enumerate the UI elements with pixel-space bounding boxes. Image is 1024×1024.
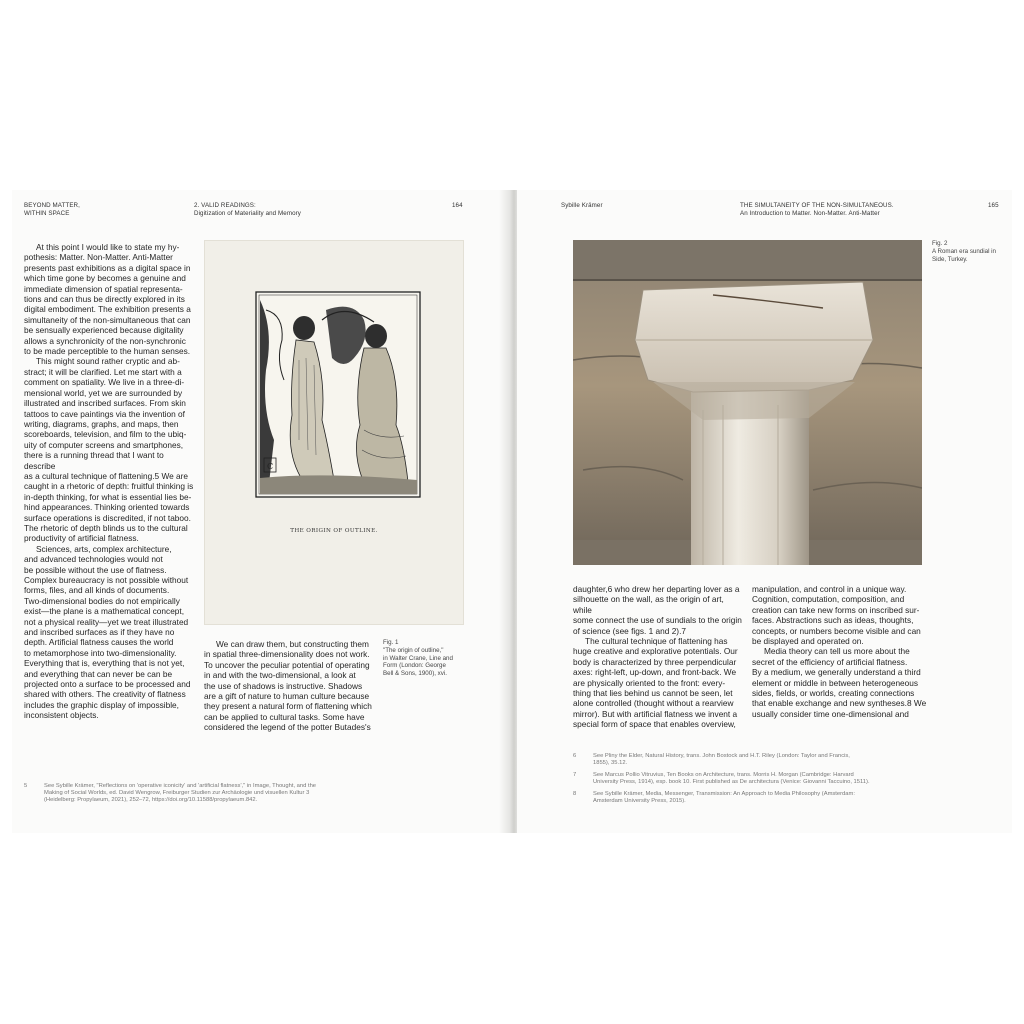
text-line: faces. Abstractions such as ideas, thoughts, xyxy=(752,615,914,626)
sundial-photograph xyxy=(573,240,922,565)
text-line: This might sound rather cryptic and ab- xyxy=(36,356,180,367)
text-line: We can draw them, but constructing them xyxy=(216,639,369,649)
text-line: Sciences, arts, complex architecture, xyxy=(36,543,172,554)
text-line: scoreboards, television, and film to the ubiq- xyxy=(24,429,187,440)
engraving-illustration xyxy=(204,240,464,625)
caption-line: A Roman era sundial in xyxy=(932,247,996,255)
caption-line: "The origin of outline," xyxy=(383,646,444,654)
text-line: pothesis: Matter. Non-Matter. Anti-Matter xyxy=(24,252,173,263)
page-number: 165 xyxy=(988,202,999,209)
running-head-chapter xyxy=(740,202,894,218)
figure-1-caption xyxy=(383,639,483,678)
text-line: there is a running thread that I want to describe xyxy=(24,450,164,471)
text-line: and inscribed surfaces as if they have no xyxy=(24,627,175,638)
footnote-line: Amsterdam University Press, 2015). xyxy=(593,798,686,805)
footnote-line: See Pliny the Elder, Natural History, trans. John Bostock and H.T. Riley (London: Taylor and Francis, xyxy=(593,753,850,759)
text-line: as a cultural technique of flattening.5 We are xyxy=(24,470,189,481)
body-column-2 xyxy=(204,639,380,733)
book-spread xyxy=(12,190,1012,833)
text-line: forms, files, and all kinds of documents. xyxy=(24,585,170,596)
text-line: Cognition, computation, composition, and xyxy=(752,594,905,605)
text-line: hind appearances. Thinking oriented towards xyxy=(24,502,190,513)
text-line: that enable exchange and new syntheses.8 We xyxy=(752,698,927,709)
text-line: daughter,6 who drew her departing lover as a xyxy=(573,584,740,594)
footnote-line: See Marcus Pollio Vitruvius, Ten Books on Architecture, trans. Morris H. Morgan (Cambridge: Harvard xyxy=(593,772,854,778)
text-line: stract; it will be clarified. Let me start with a xyxy=(24,366,182,377)
text-line: element or middle in between heterogeneous xyxy=(752,677,919,688)
text-line: are physically oriented to the front: every- xyxy=(573,677,726,688)
paragraph xyxy=(573,584,745,636)
footnote-line: University Press, 1914), esp. book 10. First published as De architectura (Venice: Giovanni Taccuino, 1511). xyxy=(593,779,870,786)
text-line: digital embodiment. The exhibition presents a xyxy=(24,304,191,315)
paragraph xyxy=(24,356,196,543)
text-line: creation can take new forms on inscribed sur- xyxy=(752,604,920,615)
text-line: includes the graphic display of impossible, xyxy=(24,699,179,710)
text-line: The rhetoric of depth blinds us to the cultural xyxy=(24,522,188,533)
footnote-line: See Sybille Krämer, Media, Messenger, Transmission: An Approach to Media Philosophy (Amsterdam: xyxy=(593,791,855,797)
text-line: Everything that is, everything that is not yet, xyxy=(24,658,185,669)
right-page xyxy=(517,190,1012,833)
text-line: manipulation, and control in a unique way. xyxy=(752,584,907,594)
text-line: concepts, or numbers become visible and can xyxy=(752,625,921,636)
text-line: Complex bureaucracy is not possible without xyxy=(24,575,189,585)
footnote-line: See Sybille Krämer, "Reflections on 'operative iconicity' and 'artificial flatness'," in Image, Thought, and the xyxy=(44,783,317,789)
text-line: axes: right-left, up-down, and front-back. We xyxy=(573,667,737,678)
caption-line: Form (London: George xyxy=(383,662,446,670)
caption-line: Side, Turkey. xyxy=(932,255,968,263)
text-line: depth. Artificial flatness causes the world xyxy=(24,637,174,648)
text-line: writing, diagrams, graphs, and maps, then xyxy=(24,418,179,429)
text-line: shared with others. The creativity of flatness xyxy=(24,689,186,700)
page-number: 164 xyxy=(452,202,463,209)
text-line: can be applied to cultural tasks. Some have xyxy=(204,711,365,722)
text-line: tions and can thus be directly explored in its xyxy=(24,294,185,305)
text-line: in and with the two-dimensional, a look at xyxy=(204,670,356,681)
text-line: special form of space that enables overview, xyxy=(573,719,736,730)
text-line: sides, fields, or worlds, creating connections xyxy=(752,688,915,699)
figure-label: Fig. 1 xyxy=(383,639,399,646)
footnote-number: 5 xyxy=(24,783,28,789)
text-line: tattoos to cave paintings via the invention of xyxy=(24,408,185,419)
footnote-number: 8 xyxy=(573,791,577,797)
text-line: the use of shadows is instructive. Shadows xyxy=(204,680,363,691)
footnote xyxy=(44,783,389,805)
text-line: Media theory can tell us more about the xyxy=(764,646,910,657)
figure-inner-caption: THE ORIGIN OF OUTLINE. xyxy=(290,528,378,534)
footnote xyxy=(593,753,938,767)
text-line: usually consider time one-dimensional and xyxy=(752,708,909,719)
text-line: which time gone by becomes a genuine and xyxy=(24,273,186,284)
running-head-line: BEYOND MATTER, xyxy=(24,202,80,209)
text-line: inconsistent objects. xyxy=(24,710,99,721)
left-page xyxy=(12,190,507,833)
footnote-number: 7 xyxy=(573,772,577,778)
text-line: some connect the use of sundials to the origin xyxy=(573,615,742,626)
running-head-line: An Introduction to Matter. Non-Matter. Anti-Matter xyxy=(740,210,880,217)
text-line: comment on spatiality. We live in a three-di- xyxy=(24,377,185,388)
text-line: illustrated and inscribed surfaces. From skin xyxy=(24,398,186,409)
text-line: not a physical reality—yet we treat illustrated xyxy=(24,616,189,627)
text-line: mirror). But with artificial flatness we invent a xyxy=(573,708,738,719)
footnote xyxy=(593,791,938,805)
text-line: At this point I would like to state my hy- xyxy=(36,242,180,252)
body-column-1 xyxy=(573,584,745,730)
running-head-chapter xyxy=(194,202,301,218)
text-line: be sensually experienced because digitality xyxy=(24,325,184,336)
figure-origin-of-outline xyxy=(204,240,464,625)
text-line: they present a natural form of flattening which xyxy=(204,701,372,712)
paragraph xyxy=(573,636,745,730)
text-line: in-depth thinking, for what is essential lies be- xyxy=(24,491,192,502)
footnote-line: Making of Social Worlds, ed. David Wengrow, Freiburger Studien zur Archäologie und visuellen Kultur 3 xyxy=(44,790,310,797)
running-head-section xyxy=(24,202,80,218)
text-line: To uncover the peculiar potential of operating xyxy=(204,659,370,670)
text-line: uity of computer screens and smartphones, xyxy=(24,439,184,450)
text-line: thing that lies behind us cannot be seen, let xyxy=(573,688,733,699)
text-line: immediate dimension of spatial representa- xyxy=(24,283,183,294)
text-line: secret of the efficiency of artificial flatness. xyxy=(752,656,908,667)
text-line: and everything that can never be can be xyxy=(24,668,173,679)
footnote xyxy=(593,772,938,786)
figure-sundial-photo xyxy=(573,240,922,565)
text-line: to metamorphose into two-dimensionality. xyxy=(24,647,177,658)
text-line: The cultural technique of flattening has xyxy=(585,636,728,647)
running-head-line: Digitization of Materiality and Memory xyxy=(194,210,301,217)
text-line: simultaneity of the non-simultaneous that can xyxy=(24,314,191,325)
text-line: allows a synchronicity of the non-synchronic xyxy=(24,335,186,346)
paragraph xyxy=(24,242,196,356)
text-line: Two-dimensional bodies do not empirically xyxy=(24,595,180,606)
text-line: be displayed and operated on. xyxy=(752,636,864,647)
footnote-line: (Heidelberg: Propylaeum, 2021), 252–72, https://doi.org/10.11588/propylaeum.842. xyxy=(44,797,258,804)
paragraph xyxy=(752,584,928,646)
text-line: huge creative and explorative potentials. Our xyxy=(573,646,738,657)
text-line: silhouette on the wall, as the origin of art, while xyxy=(573,594,724,615)
body-column-1 xyxy=(24,242,196,721)
footnote-number: 6 xyxy=(573,753,577,759)
text-line: productivity of artificial flatness. xyxy=(24,533,139,544)
text-line: in spatial three-dimensionality does not work. xyxy=(204,649,370,660)
caption-line: Bell & Sons, 1900), xvi. xyxy=(383,670,447,678)
text-line: and advanced technologies would not xyxy=(24,554,163,565)
text-line: mensional world, yet we are surrounded by xyxy=(24,387,183,398)
running-head-author: Sybille Krämer xyxy=(561,202,603,209)
text-line: projected onto a surface to be processed and xyxy=(24,679,191,690)
text-line: exist—the plane is a mathematical concept, xyxy=(24,606,185,617)
body-column-2 xyxy=(752,584,928,719)
text-line: of science (see figs. 1 and 2).7 xyxy=(573,625,686,636)
footnote-line: 1855), 35.12. xyxy=(593,760,628,767)
text-line: body is characterized by three perpendicular xyxy=(573,656,737,667)
text-line: be possible without the use of flatness. xyxy=(24,564,167,575)
text-line: caught in a rhetoric of depth: fruitful thinking is xyxy=(24,481,194,492)
paragraph xyxy=(752,646,928,719)
text-line: alone controlled (thought without a rearview xyxy=(573,698,734,709)
figure-label: Fig. 2 xyxy=(932,240,948,247)
figure-2-caption xyxy=(932,240,1012,263)
caption-line: in Walter Crane, Line and xyxy=(383,654,453,662)
running-head-line: WITHIN SPACE xyxy=(24,210,70,217)
text-line: presents past exhibitions as a digital space in xyxy=(24,262,191,273)
svg-text:C: C xyxy=(266,462,274,471)
running-head-line: 2. VALID READINGS: xyxy=(194,202,256,209)
text-line: surface operations is discredited, if not taboo. xyxy=(24,512,191,523)
text-line: are a gift of nature to human culture because xyxy=(204,691,370,702)
text-line: By a medium, we generally understand a third xyxy=(752,667,921,678)
text-line: considered the legend of the potter Butades's xyxy=(204,722,371,733)
paragraph xyxy=(24,544,196,721)
paragraph xyxy=(204,639,380,733)
running-head-line: THE SIMULTANEITY OF THE NON-SIMULTANEOUS. xyxy=(740,202,894,209)
text-line: to be made perceptible to the human senses. xyxy=(24,346,191,357)
